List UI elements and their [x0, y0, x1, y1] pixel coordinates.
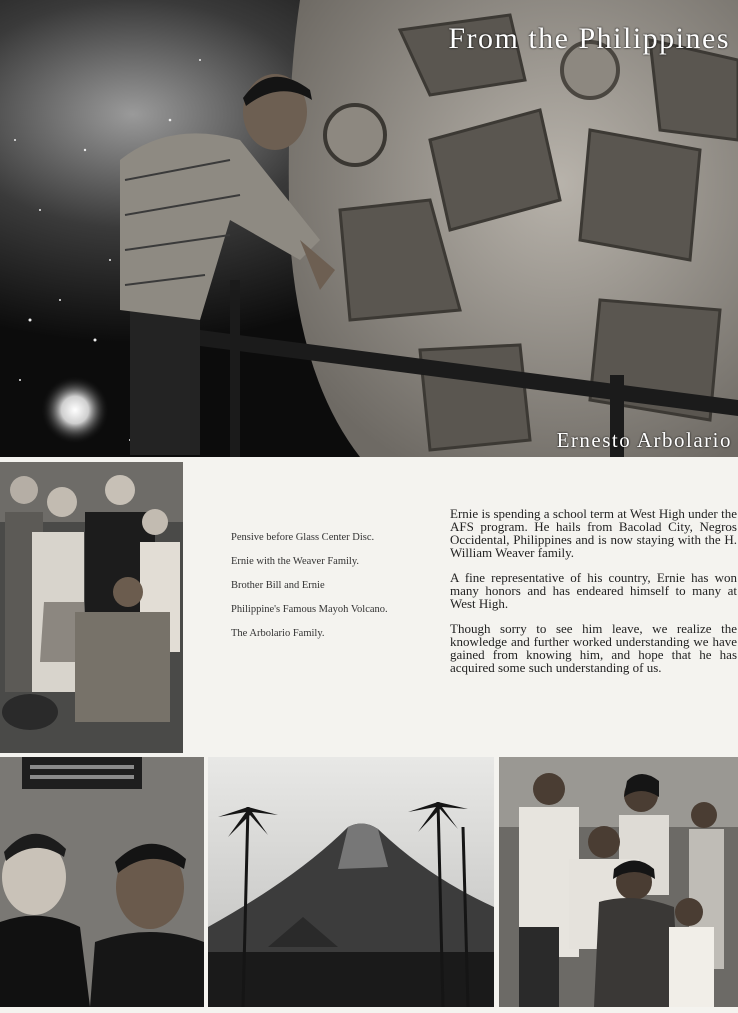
story-paragraph: Though sorry to see him leave, we realize the knowledge and further worked understanding we have gained from knowing him, and hope that he has acquired some such understanding of us. [450, 621, 737, 675]
caption-arbolario-family: The Arbolario Family. [231, 628, 325, 639]
photo-captions [231, 531, 421, 651]
page-title: From the Philippines [448, 22, 730, 55]
mayoh-volcano-illustration [208, 757, 494, 1007]
student-name: Ernesto Arbolario [556, 428, 732, 452]
story-text [450, 507, 737, 686]
brother-bill-illustration [0, 757, 204, 1007]
hero-photo-glass-center-disc [0, 0, 738, 457]
mayoh-volcano-photo [208, 757, 494, 1007]
story-paragraph: Ernie is spending a school term at West High under the AFS program. He hails from Bacolad City, Negros Occidental, Philippines and is now staying with the H. William Weaver family. [450, 506, 737, 560]
story-paragraph: A fine representative of his country, Ernie has won many honors and has endeared himself to many at West High. [450, 570, 737, 611]
weaver-family-photo [0, 462, 183, 753]
hero-photo-illustration [0, 0, 738, 457]
weaver-family-illustration [0, 462, 183, 753]
brother-bill-photo [0, 757, 204, 1007]
arbolario-family-illustration [499, 757, 738, 1007]
caption-mayoh-volcano: Philippine's Famous Mayoh Volcano. [231, 604, 388, 615]
caption-glass-center-disc: Pensive before Glass Center Disc. [231, 532, 375, 543]
caption-brother-bill: Brother Bill and Ernie [231, 580, 325, 591]
arbolario-family-photo [499, 757, 738, 1007]
caption-weaver-family: Ernie with the Weaver Family. [231, 556, 360, 567]
